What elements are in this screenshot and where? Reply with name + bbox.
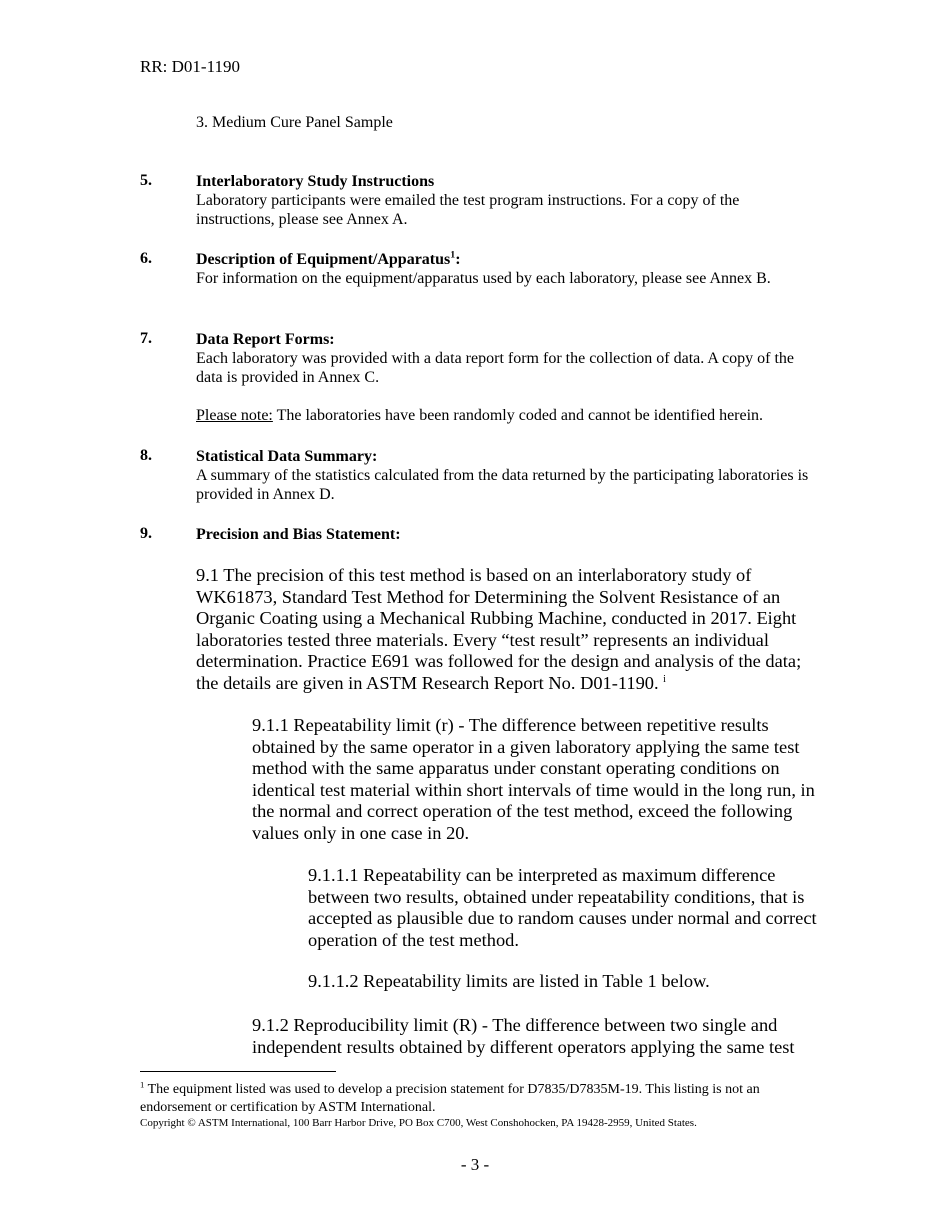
footnote-mark: 1 xyxy=(140,1079,145,1090)
section-6-number: 6. xyxy=(140,250,152,267)
footnote-separator xyxy=(140,1071,336,1072)
paragraph-9-1-2: 9.1.2 Reproducibility limit (R) - The difference between two single and independent results obtained by different operators applying the same test xyxy=(252,1015,795,1057)
copyright-notice: Copyright © ASTM International, 100 Barr Harbor Drive, PO Box C700, West Conshohocken, PA 19428-2959, United States. xyxy=(140,1117,697,1129)
footnote-text: The equipment listed was used to develop a precision statement for D7835/D7835M-19. This listing is not an endorsement or certification by ASTM International. xyxy=(140,1082,760,1115)
please-note xyxy=(196,407,763,425)
section-6 xyxy=(196,250,816,288)
section-5-number: 5. xyxy=(140,172,152,189)
paragraph-9-1: 9.1 The precision of this test method is based on an interlaboratory study of WK61873, Standard Test Method for Determining the Solvent Resistance of an Organic Coating using a Mechanical Rubbing Machine, conducted in 2017. Eight laboratories tested three materials. Every “test result” represents an individual determination. Practice E691 was followed for the design and analysis of the data; the details are given in ASTM Research Report No. D01-1190. $^i$ xyxy=(196,565,802,693)
section-7-title: Data Report Forms: xyxy=(196,331,335,348)
section-8-number: 8. xyxy=(140,447,152,464)
section-5 xyxy=(196,172,816,229)
section-5-title: Interlaboratory Study Instructions xyxy=(196,173,435,190)
page-number: - 3 - xyxy=(460,1155,490,1174)
section-6-body: For information on the equipment/apparatus used by each laboratory, please see Annex B. xyxy=(196,270,771,287)
paragraph-9-1-1-1: 9.1.1.1 Repeatability can be interpreted as maximum difference between two results, obtained under repeatability conditions, that is accepted as plausible due to random causes under normal and correct operation of the test method. xyxy=(308,865,817,950)
footnote-ref: 1 xyxy=(450,249,456,261)
section-8-body: A summary of the statistics calculated from the data returned by the participating laboratories is provided in Annex D. xyxy=(196,467,809,503)
section-6-title: Description of Equipment/Apparatus$^1$: xyxy=(196,249,461,268)
please-note-label: Please note: xyxy=(196,407,273,424)
paragraph-9-1-1: 9.1.1 Repeatability limit (r) - The difference between repetitive results obtained by the same operator in a given laboratory applying the same test method with the same apparatus under constant operating conditions on identical test material within short intervals of time would in the long run, in the normal and correct operation of the test method, exceed the following values only in one case in 20. xyxy=(252,715,815,843)
section-8 xyxy=(196,447,816,504)
section-7-number: 7. xyxy=(140,330,152,347)
section-9-number: 9. xyxy=(140,525,152,542)
endnote-ref: i xyxy=(663,673,666,685)
section-7 xyxy=(196,330,816,387)
footnote xyxy=(140,1081,820,1117)
section-8-title: Statistical Data Summary: xyxy=(196,448,378,465)
section-9 xyxy=(196,525,816,544)
report-id-header: RR: D01-1190 xyxy=(140,57,240,76)
please-note-text: The laboratories have been randomly coded and cannot be identified herein. xyxy=(272,407,764,424)
paragraph-9-1-1-2: 9.1.1.2 Repeatability limits are listed in Table 1 below. xyxy=(308,971,710,991)
section-9-title: Precision and Bias Statement: xyxy=(196,526,401,543)
section-7-body: Each laboratory was provided with a data report form for the collection of data. A copy of the data is provided in Annex C. xyxy=(196,350,795,386)
section-5-body: Laboratory participants were emailed the test program instructions. For a copy of the instructions, please see Annex A. xyxy=(196,192,740,228)
list-item-3: 3. Medium Cure Panel Sample xyxy=(196,114,393,131)
